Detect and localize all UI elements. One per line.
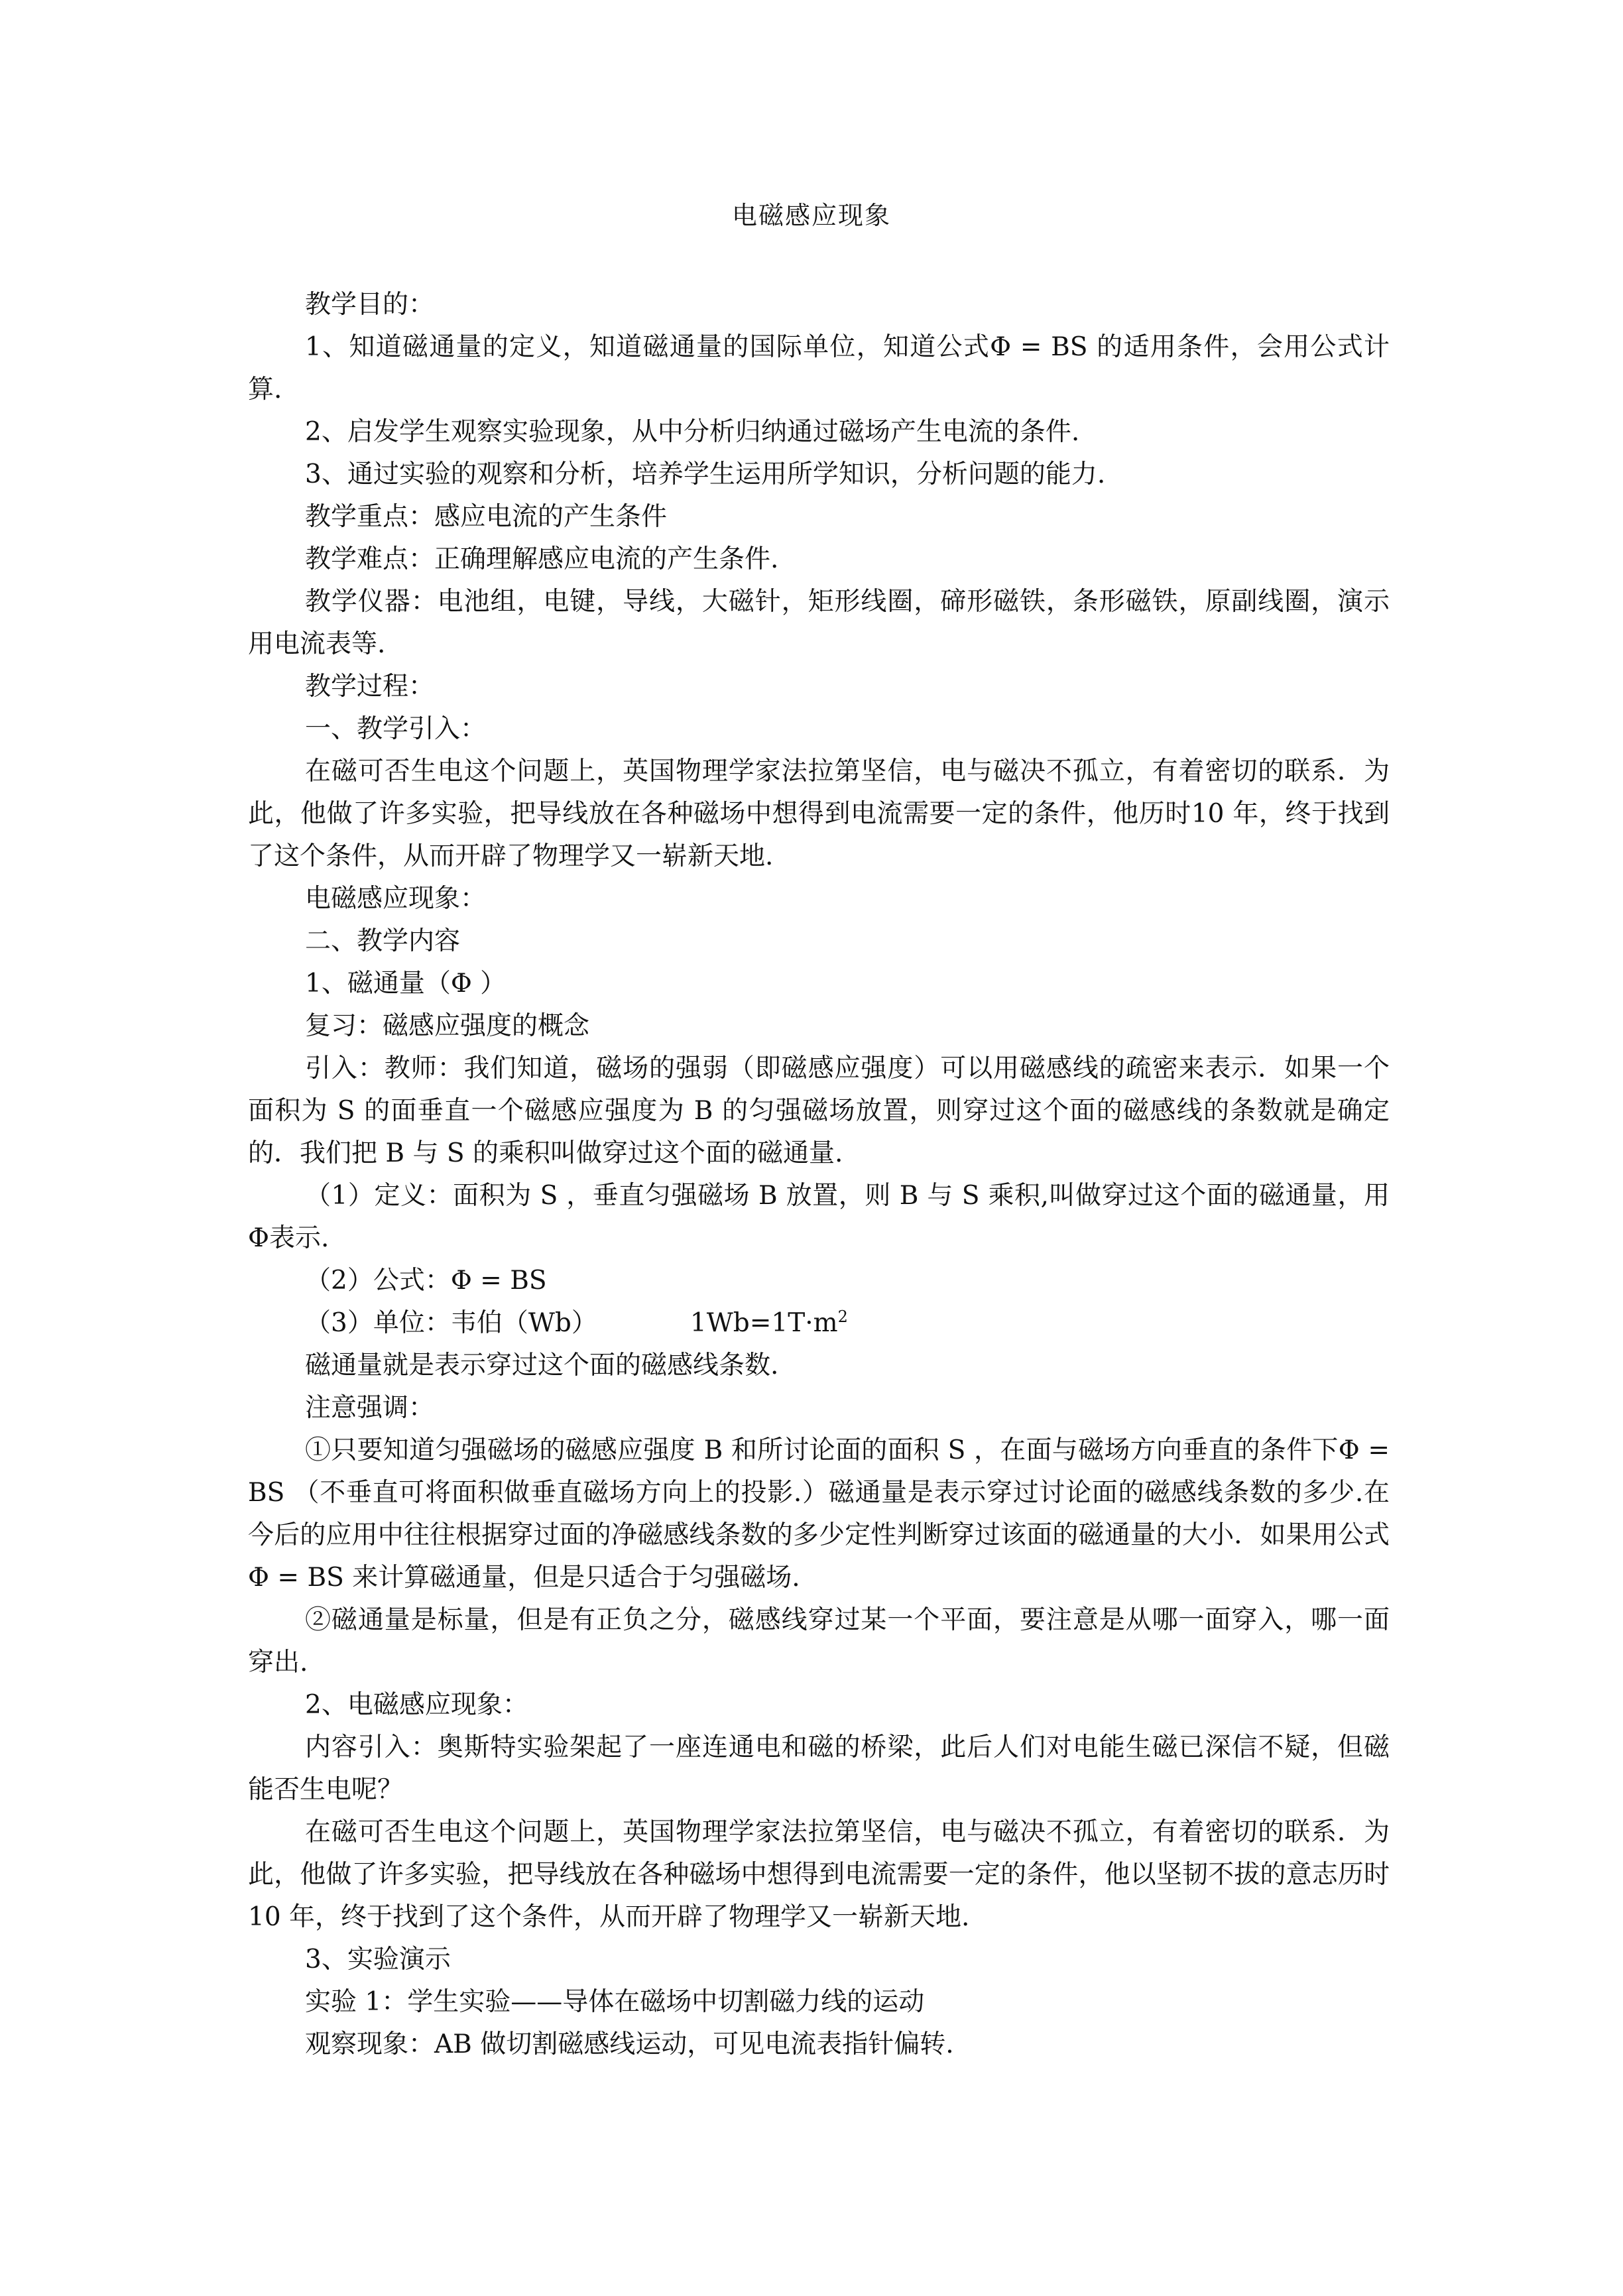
paragraph: 观察现象：AB 做切割磁感线运动，可见电流表指针偏转. xyxy=(305,2029,954,2059)
paragraph: 复习：磁感应强度的概念 xyxy=(305,1011,590,1041)
document-body xyxy=(248,284,1390,2066)
paragraph: 引入：教师：我们知道，磁场的强弱（即磁感应强度）可以用磁感线的疏密来表示．如果一个面积为 S 的面垂直一个磁感应强度为 B 的匀强磁场放置，则穿过这个面的磁感线的条数就是确定的．我们把 B 与 S 的乘积叫做穿过这个面的磁通量. xyxy=(248,1054,1390,1168)
paragraph: ①只要知道匀强磁场的磁感应强度 B 和所讨论面的面积 S ，在面与磁场方向垂直的条件下Φ = BS （不垂直可将面积做垂直磁场方向上的投影.）磁通量是表示穿过讨论面的磁感线条数的多少.在今后的应用中往往根据穿过面的净磁感线条数的多少定性判断穿过该面的磁通量的大小．如果用公式Φ = BS 来计算磁通量，但是只适合于匀强磁场. xyxy=(248,1435,1390,1593)
paragraph: 3、通过实验的观察和分析，培养学生运用所学知识，分析问题的能力. xyxy=(305,459,1106,489)
paragraph: 1、知道磁通量的定义，知道磁通量的国际单位，知道公式Φ = BS 的适用条件，会用公式计算. xyxy=(248,332,1390,404)
paragraph: 在磁可否生电这个问题上，英国物理学家法拉第坚信，电与磁决不孤立，有着密切的联系．为此，他做了许多实验，把导线放在各种磁场中想得到电流需要一定的条件，他历时10 年，终于找到了这个条件，从而开辟了物理学又一崭新天地. xyxy=(248,756,1390,871)
unit-label: （3）单位：韦伯（Wb） xyxy=(305,1308,597,1338)
paragraph: ②磁通量是标量，但是有正负之分，磁感线穿过某一个平面，要注意是从哪一面穿入，哪一面穿出. xyxy=(248,1605,1390,1677)
paragraph: 1、磁通量（Φ ） xyxy=(305,969,507,998)
paragraph: 2、电磁感应现象： xyxy=(305,1690,528,1720)
paragraph: 教学重点：感应电流的产生条件 xyxy=(305,502,668,532)
paragraph: 内容引入：奥斯特实验架起了一座连通电和磁的桥梁，此后人们对电能生磁已深信不疑，但磁能否生电呢？ xyxy=(248,1732,1390,1805)
document-title: 电磁感应现象 xyxy=(731,201,891,230)
paragraph: 教学目的： xyxy=(305,290,435,320)
paragraph: 注意强调： xyxy=(305,1393,435,1423)
paragraph: 一、教学引入： xyxy=(305,714,487,744)
paragraph: 二、教学内容 xyxy=(305,926,461,956)
paragraph: 在磁可否生电这个问题上，英国物理学家法拉第坚信，电与磁决不孤立，有着密切的联系．为此，他做了许多实验，把导线放在各种磁场中想得到电流需要一定的条件，他以坚韧不拔的意志历时 10 年，终于找到了这个条件，从而开辟了物理学又一崭新天地. xyxy=(248,1817,1390,1932)
superscript-2: 2 xyxy=(837,1307,848,1326)
paragraph: 实验 1：学生实验——导体在磁场中切割磁力线的运动 xyxy=(305,1987,925,2017)
unit-formula: 1Wb=1T·m xyxy=(690,1308,838,1338)
paragraph: 磁通量就是表示穿过这个面的磁感线条数. xyxy=(305,1351,779,1380)
paragraph: 2、启发学生观察实验现象，从中分析归纳通过磁场产生电流的条件. xyxy=(305,417,1080,447)
unit-line xyxy=(248,1302,1390,1345)
paragraph: （1）定义：面积为 S ，垂直匀强磁场 B 放置，则 B 与 S 乘积,叫做穿过这个面的磁通量，用 Φ表示. xyxy=(248,1181,1390,1253)
paragraph: 教学难点：正确理解感应电流的产生条件. xyxy=(305,544,779,574)
paragraph: 电磁感应现象： xyxy=(305,884,487,914)
paragraph: （2）公式：Φ = BS xyxy=(305,1266,547,1296)
paragraph: 教学仪器：电池组，电键，导线，大磁针，矩形线圈，碲形磁铁，条形磁铁，原副线圈，演示用电流表等. xyxy=(248,587,1390,659)
paragraph: 3、实验演示 xyxy=(305,1945,451,1974)
paragraph: 教学过程： xyxy=(305,672,435,701)
